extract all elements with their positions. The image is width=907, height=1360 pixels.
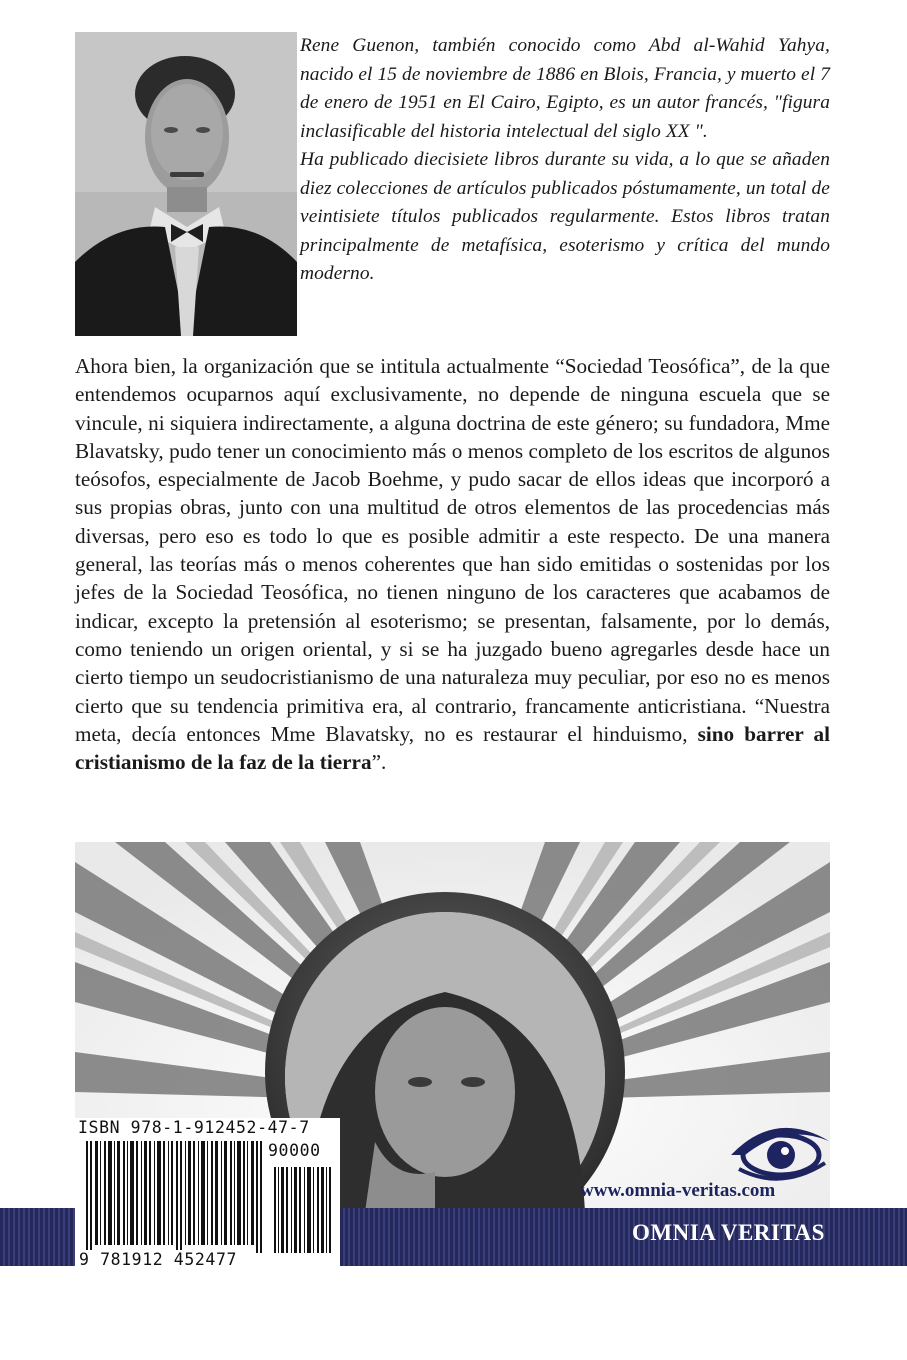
excerpt-bold-quote: sino barrer al cristianismo de la faz de la tierra	[75, 721, 830, 775]
eye-logo-icon	[725, 1115, 835, 1187]
back-cover-excerpt	[75, 352, 830, 776]
excerpt-text: Ahora bien, la organización que se intitula actualmente “Sociedad Teosófica”, de la que entendemos ocuparnos aquí exclusivamente, no depende de ninguna escuela que se vincule, ni siquiera indirectamente, a alguna doctrina de este género; su fundadora, Mme Blavatsky, pudo tener un conocimiento más o menos completo de los escritos de algunos teósofos, especialmente de Jacob Boehme, y pudo sacar de ellos ideas que incorporó a sus propias obras, junto con una multitud de otros elementos de las procedencias más diversas, pero eso es todo lo que es posible admitir a este respecto. De una manera general, las teorías más o menos coherentes que han sido emitidas o sostenidas por los jefes de la Sociedad Teosófica, no tienen ninguno de los caracteres que acabamos de indicar, excepto la pretensión al esoterismo; se presentan, falsamente, por lo demás, como teniendo un origen oriental, y si se ha juzgado bueno agregarles desde hace un cierto tiempo un seudocristianismo de una naturaleza muy peculiar, por eso no es menos cierto que su tendencia primitiva era, al contrario, francamente anticristiana. “Nuestra meta, decía entonces Mme Blavatsky, no es restaurar el hinduismo,	[75, 354, 830, 746]
bio-paragraph-1: Rene Guenon, también conocido como Abd al-Wahid Yahya, nacido el 15 de noviembre de 1886 en Blois, Francia, y muerto el 7 de enero de 1951 en El Cairo, Egipto, es un autor francés, "figura inclasificable del historia intelectual del siglo XX ".	[300, 35, 830, 142]
publisher-brand: OMNIA VERITAS	[632, 1220, 825, 1245]
excerpt-paragraph	[75, 352, 830, 776]
barcode-icon	[86, 1141, 338, 1253]
barcode-number: 9 781912 452477	[79, 1250, 238, 1269]
excerpt-end: ”.	[371, 750, 387, 775]
isbn-label: ISBN 978-1-912452-47-7	[78, 1118, 310, 1137]
author-bio	[300, 32, 830, 289]
barcode-addon-price: 90000	[268, 1141, 321, 1160]
publisher-website-link[interactable]: www.omnia-veritas.com	[580, 1180, 776, 1201]
author-portrait	[75, 32, 297, 336]
bio-paragraph-2: Ha publicado diecisiete libros durante su vida, a lo que se añaden diez colecciones de artículos publicados póstumamente, un total de veintisiete títulos publicados regularmente. Estos libros tratan principalmente de metafísica, esoterismo y crítica del mundo moderno.	[300, 149, 830, 284]
